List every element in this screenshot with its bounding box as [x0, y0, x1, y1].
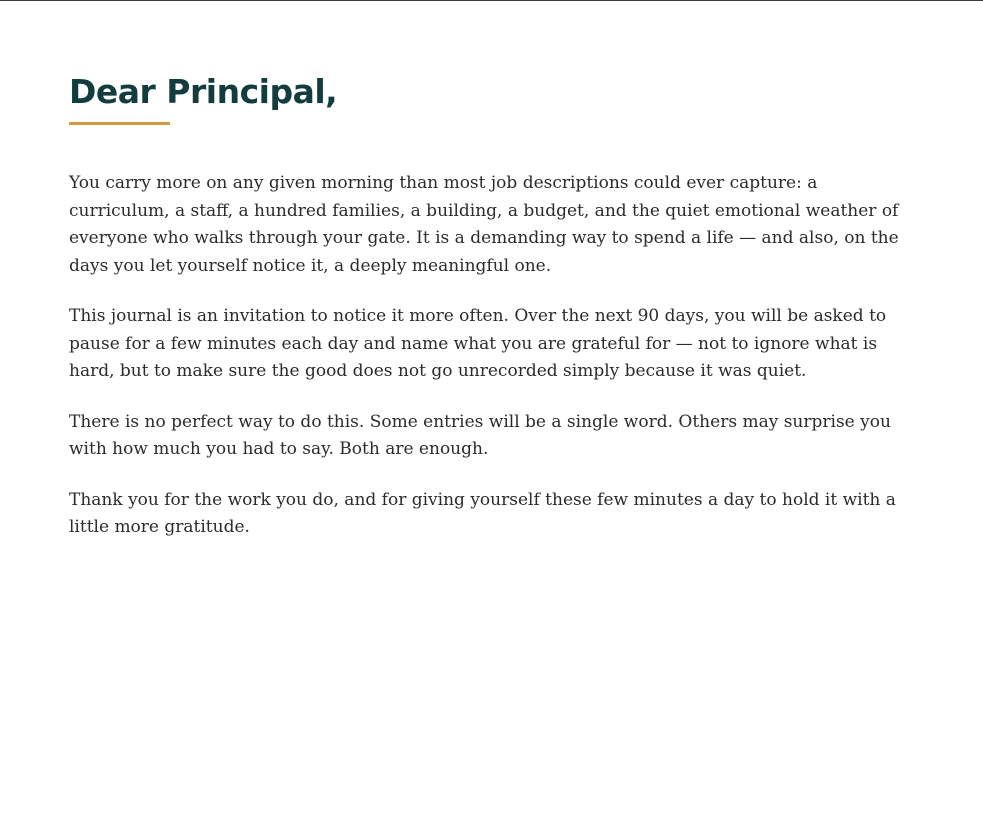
heading-accent-underline [69, 122, 170, 125]
letter-body [69, 170, 914, 542]
invitation-paragraph: This journal is an invitation to notice it more often. Over the next 90 days, you will be asked to pause for a few minutes each day and name what you are grateful for — not to ignore what is hard, but to make sure the good does not go unrecorded simply because it was quiet. [69, 306, 887, 381]
letter-page [69, 70, 914, 565]
guidance-paragraph: There is no perfect way to do this. Some entries will be a single word. Others may surprise you with how much you had to say. Both are enough. [69, 411, 891, 459]
salutation-heading: Dear Principal, [69, 72, 338, 111]
intro-paragraph: You carry more on any given morning than most job descriptions could ever capture: a curriculum, a staff, a hundred families, a building, a budget, and the quiet emotional weather of everyone who walks through your gate. It is a demanding way to spend a life — and also, on the days you let yourself notice it, a deeply meaningful one. [69, 173, 899, 276]
closing-paragraph: Thank you for the work you do, and for giving yourself these few minutes a day to hold it with a little more gratitude. [69, 489, 896, 537]
top-border-line [0, 0, 983, 1]
